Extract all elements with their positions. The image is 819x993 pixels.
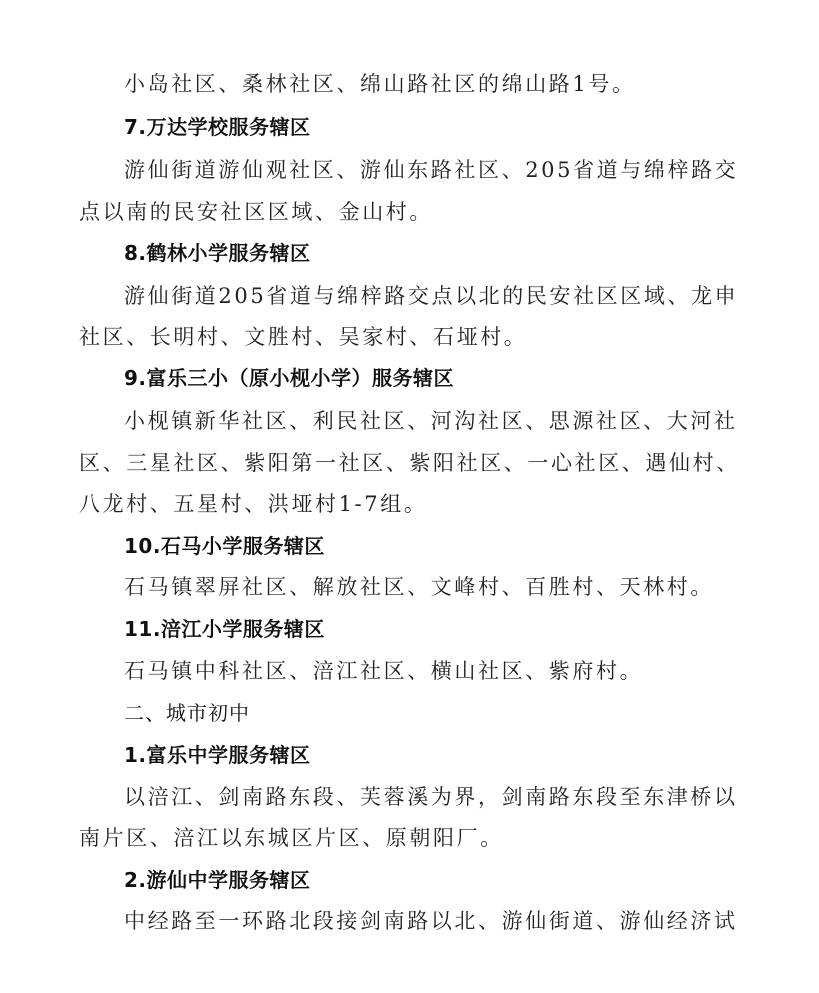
- paragraph-line: 游仙街道游仙观社区、游仙东路社区、205省道与绵梓路交: [124, 158, 739, 182]
- district-heading: 7.万达学校服务辖区: [124, 115, 311, 139]
- district-heading: 10.石马小学服务辖区: [124, 534, 325, 558]
- paragraph-line: 游仙街道205省道与绵梓路交点以北的民安社区区域、龙申: [124, 284, 739, 308]
- district-heading: 9.富乐三小（原小枧小学）服务辖区: [124, 366, 455, 390]
- paragraph-line: 八龙村、五星村、洪垭村1-7组。: [79, 492, 428, 516]
- paragraph-line: 石马镇中科社区、涪江社区、横山社区、紫府村。: [124, 659, 644, 683]
- district-heading: 8.鹤林小学服务辖区: [124, 241, 311, 265]
- paragraph-line: 石马镇翠屏社区、解放社区、文峰村、百胜村、天林村。: [124, 575, 714, 599]
- district-heading: 1.富乐中学服务辖区: [124, 743, 311, 767]
- district-heading: 11.涪江小学服务辖区: [124, 617, 325, 641]
- paragraph-line: 小枧镇新华社区、利民社区、河沟社区、思源社区、大河社: [124, 409, 738, 433]
- paragraph-line: 点以南的民安社区区域、金山村。: [79, 200, 433, 224]
- paragraph-line: 区、三星社区、紫阳第一社区、紫阳社区、一心社区、遇仙村、: [79, 451, 740, 475]
- paragraph-line: 中经路至一环路北段接剑南路以北、游仙街道、游仙经济试: [124, 909, 738, 933]
- paragraph-line: 小岛社区、桑林社区、绵山路社区的绵山路1号。: [124, 72, 636, 96]
- section-heading: 二、城市初中: [124, 701, 250, 725]
- district-heading: 2.游仙中学服务辖区: [124, 868, 311, 892]
- paragraph-line: 社区、长明村、文胜村、吴家村、石垭村。: [79, 325, 528, 349]
- paragraph-line: 以涪江、剑南路东段、芙蓉溪为界，剑南路东段至东津桥以: [124, 785, 738, 809]
- paragraph-line: 南片区、涪江以东城区片区、原朝阳厂。: [79, 826, 504, 850]
